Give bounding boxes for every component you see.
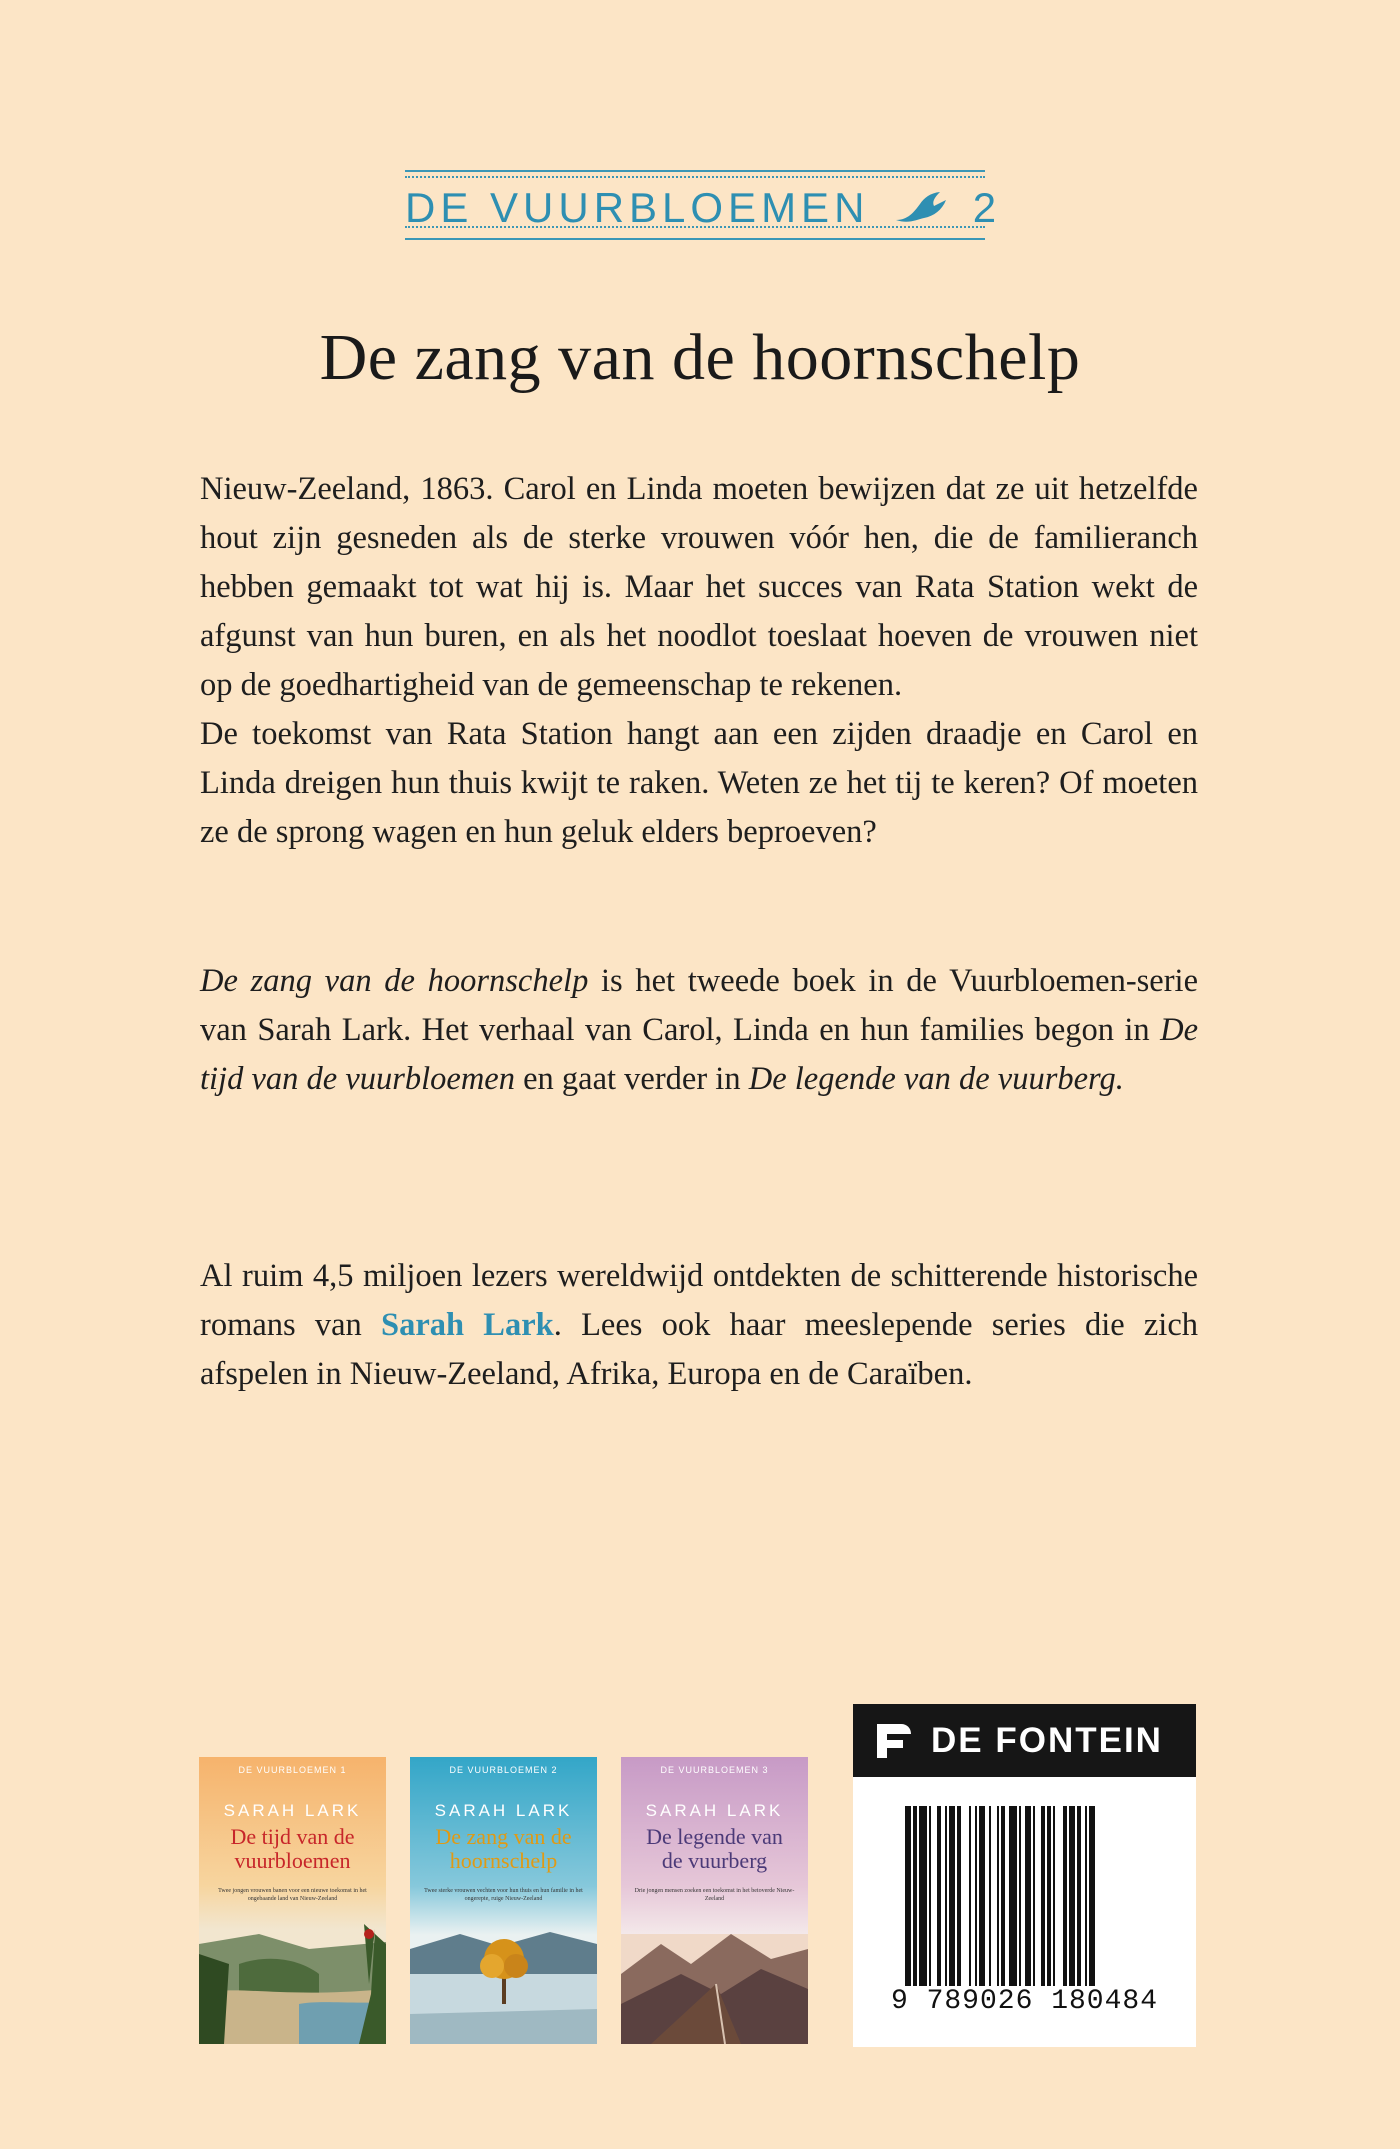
cover-book-3 [621, 1757, 808, 2044]
cover-author: SARAH LARK [434, 1801, 573, 1820]
cover-book-2 [410, 1757, 597, 2044]
cover-series-label: DE VUURBLOEMEN 3 [660, 1765, 769, 1775]
book-title: De zang van de hoornschelp [319, 321, 1081, 394]
publisher-bar [853, 1704, 1196, 1777]
cover-book-1 [199, 1757, 386, 2044]
de-fontein-logo-icon [875, 1722, 913, 1760]
about-next-title: De legende van de vuurberg. [748, 1061, 1124, 1097]
marketing-text-1: Al ruim 4,5 miljoen lezers wereldwijd ontdekten de schitterende historische romans van [200, 1258, 1198, 1343]
barcode-bar [913, 1806, 917, 1986]
barcode-bar [969, 1806, 971, 1986]
cover-title [416, 1825, 591, 1873]
bird-icon [894, 190, 948, 228]
series-name: DE VUURBLOEMEN [405, 184, 870, 231]
blurb-paragraph-1: Nieuw-Zeeland, 1863. Carol en Linda moeten bewijzen dat ze uit hetzelfde hout zijn gesneden als de sterke vrouwen vóór hen, die de familieranch hebben gemaakt tot wat hij is. Maar het succes van Rata Station wekt de afgunst van hun buren, en als het noodlot toeslaat hoeven de vrouwen niet op de goedhartigheid van de gemeenschap te rekenen. [200, 471, 1198, 703]
barcode-bar [957, 1806, 961, 1986]
publisher-name: DE FONTEIN [931, 1721, 1163, 1760]
series-header-top-dots [405, 176, 985, 184]
series-title [405, 184, 1002, 232]
cover-title-line-2: vuurbloemen [234, 1848, 351, 1873]
barcode-bar [1041, 1806, 1045, 1986]
barcode-bar [1085, 1806, 1087, 1986]
barcode-bar [975, 1806, 977, 1986]
publisher-barcode-box [853, 1704, 1196, 2047]
cover-title-line-1: De legende van [646, 1824, 783, 1849]
barcode [905, 1806, 1145, 1986]
barcode-bar [1063, 1806, 1067, 1986]
barcode-bar [1019, 1806, 1021, 1986]
cover-series-label: DE VUURBLOEMEN 1 [238, 1765, 347, 1775]
cover-title [205, 1825, 380, 1873]
barcode-bar [929, 1806, 931, 1986]
barcode-bar [949, 1806, 955, 1986]
barcode-bar [1077, 1806, 1081, 1986]
about-series [200, 957, 1198, 1104]
cover-mountain-illustration [621, 1904, 808, 2044]
barcode-bar [979, 1806, 985, 1986]
series-covers [199, 1757, 809, 2044]
cover-tagline: Drie jongen mensen zoeken een toekomst in het betoverde Nieuw-Zeeland [634, 1888, 795, 1902]
barcode-bar [1033, 1806, 1035, 1986]
cover-title-line-1: De zang van de [435, 1824, 572, 1849]
barcode-bar [997, 1806, 999, 1986]
cover-title [627, 1825, 802, 1873]
marketing-text [200, 1252, 1198, 1399]
barcode-bar [1047, 1806, 1051, 1986]
barcode-bar [905, 1806, 911, 1986]
cover-tagline: Twee jongen vrouwen banen voor een nieuwe toekomst in het ongebaande land van Nieuw-Zeeland [218, 1888, 367, 1902]
cover-author: SARAH LARK [223, 1801, 362, 1820]
blurb-paragraph-2: De toekomst van Rata Station hangt aan een zijden draadje en Carol en Linda dreigen hun thuis kwijt te raken. Weten ze het tij te keren? Of moeten ze de sprong wagen en hun geluk elders beproeven? [200, 716, 1198, 850]
blurb [200, 465, 1198, 857]
cover-author: SARAH LARK [645, 1801, 784, 1820]
isbn-number: 9 789026 180484 [890, 1986, 1159, 2017]
barcode-bar [919, 1806, 927, 1986]
cover-coast-illustration [199, 1904, 386, 2044]
cover-title-line-2: hoornschelp [449, 1848, 558, 1873]
about-paragraph [200, 957, 1198, 1104]
barcode-bar [945, 1806, 947, 1986]
barcode-bar [1089, 1806, 1095, 1986]
about-text-2: en gaat verder in [515, 1061, 749, 1097]
marketing-text-2: . Lees ook haar meeslepende series die zich afspelen in Nieuw-Zeeland, Afrika, Europa en de Caraïben. [200, 1307, 1198, 1392]
author-name: Sarah Lark [381, 1307, 554, 1343]
barcode-bar [1009, 1806, 1017, 1986]
barcode-bar [1025, 1806, 1031, 1986]
series-number: 2 [972, 184, 1002, 231]
series-header-bottom-dots [405, 226, 985, 234]
series-header [405, 170, 1002, 240]
marketing-paragraph [200, 1252, 1198, 1399]
series-header-top-rule [405, 170, 985, 172]
cover-series-label: DE VUURBLOEMEN 2 [449, 1765, 558, 1775]
barcode-bar [1053, 1806, 1055, 1986]
cover-tagline: Twee sterke vrouwen vechten voor hun thuis en hun familie in het ongerepte, ruige Nieuw-Zeeland [424, 1888, 583, 1902]
series-header-bottom-rule [405, 238, 985, 240]
about-previous-title: De tijd van de vuurbloemen [200, 1012, 1198, 1097]
about-text-1: is het tweede boek in de Vuurbloemen-serie van Sarah Lark. Het verhaal van Carol, Linda en hun families begon in [200, 963, 1199, 1048]
about-book-title: De zang van de hoornschelp [200, 963, 589, 999]
barcode-bar [989, 1806, 991, 1986]
barcode-bar [937, 1806, 941, 1986]
barcode-bar [1001, 1806, 1005, 1986]
barcode-bar [1069, 1806, 1075, 1986]
cover-title-line-1: De tijd van de [230, 1824, 355, 1849]
cover-title-line-2: de vuurberg [661, 1848, 768, 1873]
cover-lake-tree-illustration [410, 1904, 597, 2044]
